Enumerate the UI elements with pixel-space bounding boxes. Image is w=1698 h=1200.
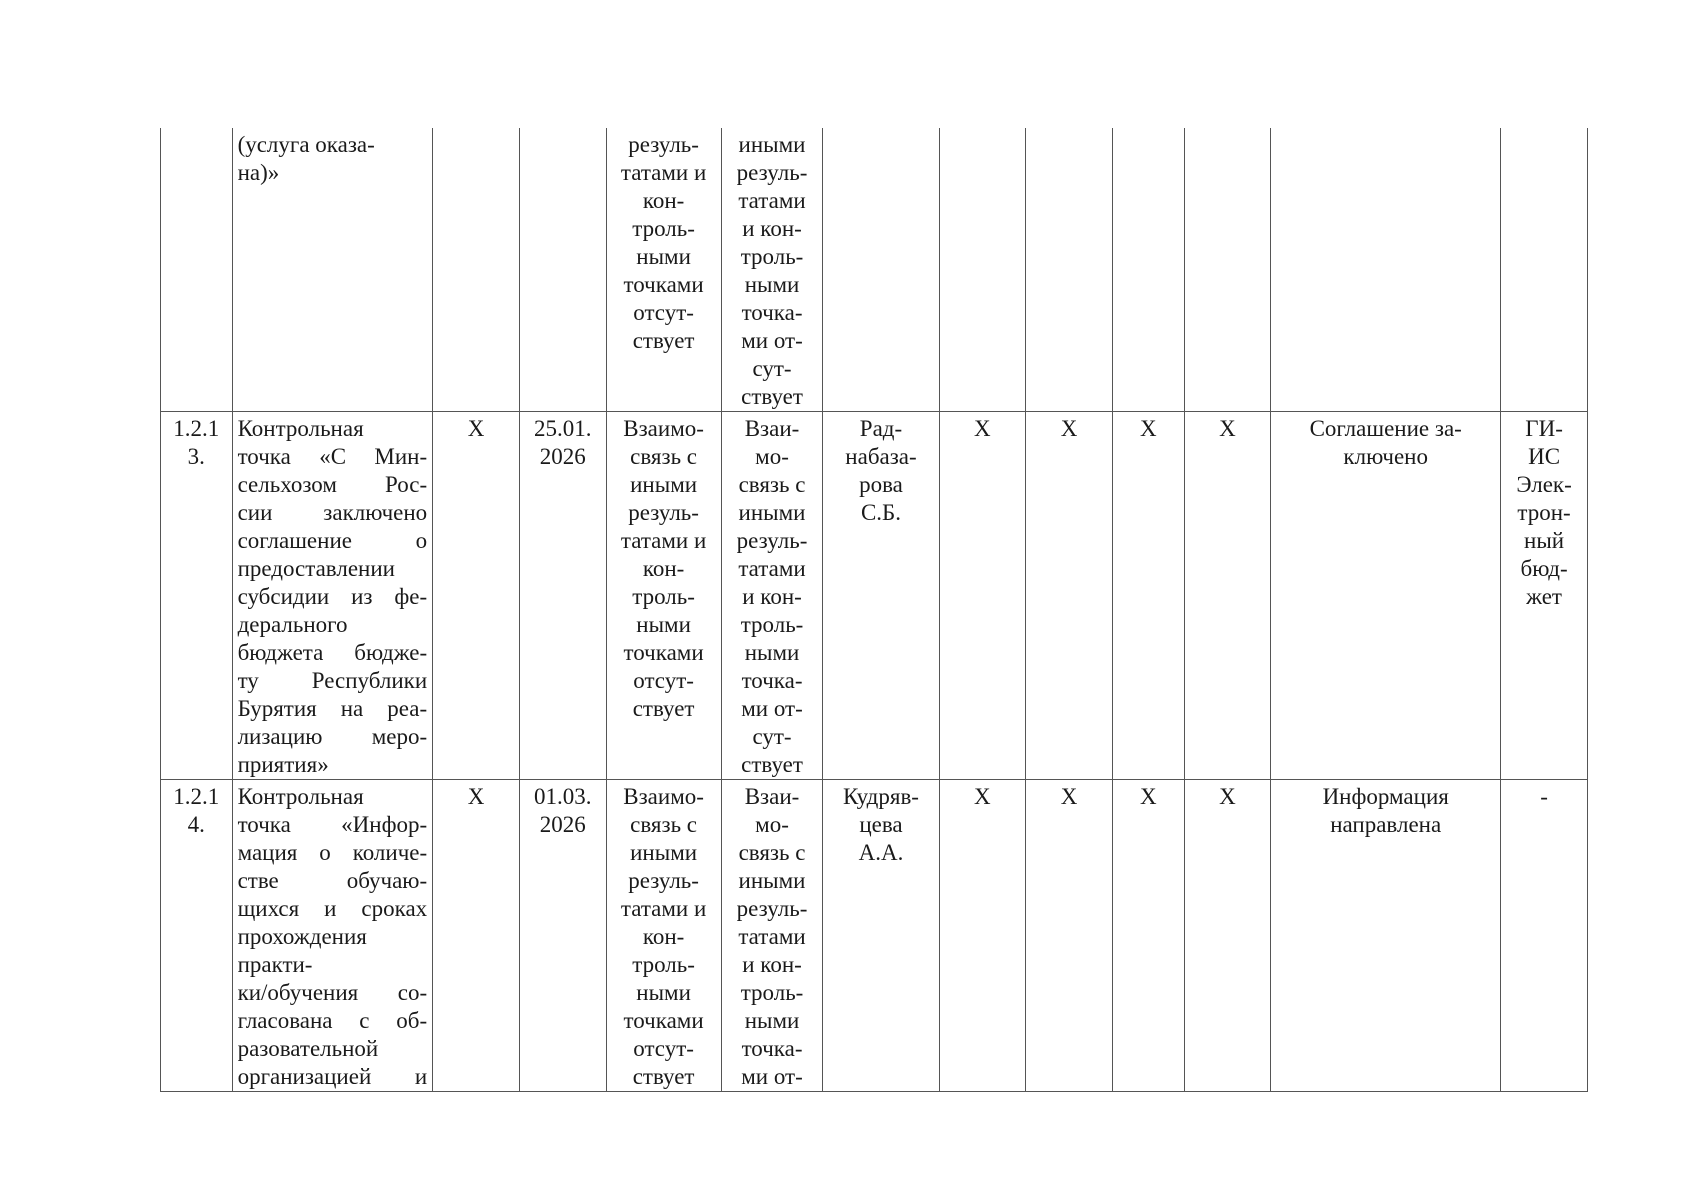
cell-number [161, 780, 233, 1092]
cell-text-line: ными [636, 612, 691, 637]
cell-text-line: цева [859, 812, 903, 837]
cell-date [519, 412, 606, 780]
cell-text-line: Рад- [859, 416, 903, 441]
cell-text-line: X [1139, 784, 1157, 809]
cell-text-line: троль- [632, 584, 695, 609]
cell-text-line: ными [636, 980, 691, 1005]
cell-mark [1112, 128, 1184, 412]
cell-mark [1112, 412, 1184, 780]
cell-text-line: иными [738, 500, 806, 525]
table-row [161, 780, 1588, 1092]
cell-text-line: татами и [620, 160, 707, 185]
cell-text-line: точками [623, 640, 704, 665]
cell-text-line: X [467, 784, 485, 809]
cell-text-line: ГИ- [1525, 416, 1563, 441]
cell-result [1271, 780, 1501, 1092]
cell-text-line: точками [623, 272, 704, 297]
cell-text-line: татами [738, 924, 806, 949]
cell-text-line: ми от- [741, 328, 803, 353]
cell-text-line: резуль- [628, 132, 699, 157]
cell-text-line: 1.2.1 [173, 416, 220, 441]
cell-text-line: А.А. [858, 840, 904, 865]
cell-text-line: отсут- [633, 668, 694, 693]
cell-text-line: связь с [738, 840, 806, 865]
cell-text-line: трон- [1517, 500, 1571, 525]
cell-text-line: лизацию меро- [237, 724, 428, 749]
cell-result [1271, 412, 1501, 780]
cell-text-line: ми от- [741, 1064, 803, 1089]
cell-text-line: жет [1526, 584, 1562, 609]
cell-text-line: 01.03. [534, 784, 592, 809]
cell-text-line: 2026 [539, 812, 586, 837]
table-row [161, 128, 1588, 412]
cell-interrelation [606, 128, 721, 412]
cell-text-line: 1.2.1 [173, 784, 220, 809]
cell-text-line: щихся и сроках [237, 896, 428, 921]
cell-text-line: ту Республики [237, 668, 428, 693]
cell-text-line: троль- [632, 216, 695, 241]
cell-text-line: иными [738, 868, 806, 893]
cell-mark [939, 780, 1026, 1092]
cell-text-line: точка- [741, 300, 803, 325]
cell-text-line: ными [744, 272, 800, 297]
cell-text-line: и кон- [742, 584, 802, 609]
cell-number [161, 128, 233, 412]
cell-text-line: Взаи- [744, 416, 800, 441]
cell-text-line: сут- [752, 724, 792, 749]
cell-text-line: Контрольная [237, 416, 364, 441]
cell-text-line: мо- [755, 444, 789, 469]
cell-control-point-name [232, 780, 433, 1092]
cell-text-line: троль- [740, 244, 804, 269]
cell-text-line: кон- [642, 556, 685, 581]
cell-text-line: Взаимо- [623, 784, 704, 809]
cell-text-line: иными [630, 472, 698, 497]
cell-text-line: отсут- [633, 1036, 694, 1061]
cell-interrelation-alt [721, 780, 823, 1092]
cell-text-line: X [974, 784, 991, 809]
cell-mark [433, 128, 520, 412]
cell-text-line: направлена [1330, 812, 1442, 837]
cell-control-point-name [232, 412, 433, 780]
cell-interrelation-alt [721, 128, 823, 412]
table-row [161, 412, 1588, 780]
cell-information-system [1501, 128, 1588, 412]
cell-text-line: Элек- [1516, 472, 1572, 497]
cell-text-line: точка «С Мин- [237, 444, 428, 469]
cell-result [1271, 128, 1501, 412]
cell-text-line: рова [859, 472, 903, 497]
cell-interrelation [606, 412, 721, 780]
cell-text-line: Взаи- [744, 784, 800, 809]
cell-text-line: сии заключено [237, 500, 428, 525]
cell-text-line: предоставлении [237, 556, 395, 581]
cell-text-line: 3. [187, 444, 205, 469]
cell-text-line: татами и [620, 528, 707, 553]
cell-text-line: ИС [1528, 444, 1561, 469]
cell-text-line: ки/обучения со- [237, 980, 428, 1005]
cell-text-line: ными [744, 640, 800, 665]
cell-text-line: Соглашение за- [1309, 416, 1462, 441]
cell-text-line: иными [630, 840, 698, 865]
cell-text-line: резуль- [628, 868, 699, 893]
cell-text-line: связь с [630, 444, 698, 469]
cell-text-line: - [1540, 784, 1548, 809]
cell-text-line: прохождения [237, 924, 367, 949]
cell-text-line: ными [636, 244, 691, 269]
cell-information-system [1501, 412, 1588, 780]
cell-responsible [823, 128, 939, 412]
cell-text-line: Информация [1322, 784, 1449, 809]
cell-interrelation [606, 780, 721, 1092]
cell-text-line: субсидии из фе- [237, 584, 428, 609]
cell-mark [1026, 780, 1113, 1092]
cell-text-line: гласована с об- [237, 1008, 428, 1033]
cell-text-line: практи- [237, 952, 313, 977]
cell-mark [1112, 780, 1184, 1092]
cell-date [519, 128, 606, 412]
cell-text-line: ствует [632, 1064, 695, 1089]
cell-mark [1026, 128, 1113, 412]
cell-text-line: соглашение о [237, 528, 428, 553]
cell-text-line: мо- [755, 812, 789, 837]
cell-text-line: приятия» [237, 752, 329, 777]
cell-text-line: сельхозом Рос- [237, 472, 428, 497]
cell-text-line: X [974, 416, 991, 441]
cell-mark [1184, 128, 1271, 412]
cell-text-line: резуль- [736, 160, 808, 185]
cell-text-line: дерального [237, 612, 348, 637]
cell-text-line: троль- [740, 980, 804, 1005]
cell-text-line: резуль- [628, 500, 699, 525]
cell-text-line: кон- [642, 924, 685, 949]
cell-text-line: С.Б. [860, 500, 902, 525]
cell-text-line: 25.01. [534, 416, 592, 441]
cell-text-line: 2026 [539, 444, 586, 469]
cell-text-line: ствует [632, 328, 695, 353]
cell-text-line: точка- [741, 1036, 803, 1061]
cell-text-line: татами [738, 188, 806, 213]
cell-number [161, 412, 233, 780]
cell-text-line: разовательной [237, 1036, 379, 1061]
cell-text-line: резуль- [736, 528, 808, 553]
cell-mark [1184, 780, 1271, 1092]
cell-text-line: Кудряв- [843, 784, 919, 809]
cell-text-line: Контрольная [237, 784, 364, 809]
cell-text-line: мация о количе- [237, 840, 428, 865]
cell-text-line: Взаимо- [623, 416, 704, 441]
cell-text-line: троль- [740, 612, 804, 637]
cell-text-line: стве обучаю- [237, 868, 428, 893]
cell-text-line: на)» [237, 160, 280, 185]
cell-mark [1026, 412, 1113, 780]
cell-text-line: ный [1524, 528, 1565, 553]
cell-text-line: X [1139, 416, 1157, 441]
cell-text-line: ствует [632, 696, 695, 721]
cell-text-line: иными [738, 132, 806, 157]
cell-date [519, 780, 606, 1092]
cell-text-line: и кон- [742, 952, 802, 977]
cell-responsible [823, 780, 939, 1092]
cell-text-line: ствует [741, 384, 803, 409]
cell-text-line: X [1219, 416, 1236, 441]
cell-mark [939, 128, 1026, 412]
cell-text-line: и кон- [742, 216, 802, 241]
cell-text-line: точка «Инфор- [237, 812, 428, 837]
cell-text-line: троль- [632, 952, 695, 977]
cell-mark [1184, 412, 1271, 780]
cell-text-line: X [1060, 416, 1078, 441]
cell-text-line: (услуга оказа- [237, 132, 375, 157]
cell-text-line: X [1060, 784, 1078, 809]
cell-text-line: 4. [187, 812, 205, 837]
cell-text-line: набаза- [845, 444, 917, 469]
cell-text-line: ными [744, 1008, 800, 1033]
cell-responsible [823, 412, 939, 780]
cell-mark [939, 412, 1026, 780]
control-points-table [160, 128, 1588, 1092]
cell-text-line: точка- [741, 668, 803, 693]
cell-information-system [1501, 780, 1588, 1092]
cell-text-line: бюд- [1520, 556, 1568, 581]
cell-text-line: Бурятия на реа- [237, 696, 428, 721]
cell-text-line: татами и [620, 896, 707, 921]
cell-mark [433, 412, 520, 780]
cell-text-line: ми от- [741, 696, 803, 721]
cell-text-line: связь с [630, 812, 698, 837]
cell-interrelation-alt [721, 412, 823, 780]
cell-mark [433, 780, 520, 1092]
cell-text-line: точками [623, 1008, 704, 1033]
cell-text-line: резуль- [736, 896, 808, 921]
cell-text-line: организацией и [237, 1064, 428, 1089]
cell-text-line: X [1219, 784, 1236, 809]
cell-text-line: сут- [752, 356, 792, 381]
cell-text-line: ствует [741, 752, 803, 777]
cell-text-line: кон- [642, 188, 685, 213]
cell-text-line: бюджета бюдже- [237, 640, 428, 665]
cell-text-line: татами [738, 556, 806, 581]
cell-text-line: X [467, 416, 485, 441]
cell-text-line: связь с [738, 472, 806, 497]
cell-control-point-name [232, 128, 433, 412]
cell-text-line: отсут- [633, 300, 694, 325]
cell-text-line: ключено [1343, 444, 1428, 469]
